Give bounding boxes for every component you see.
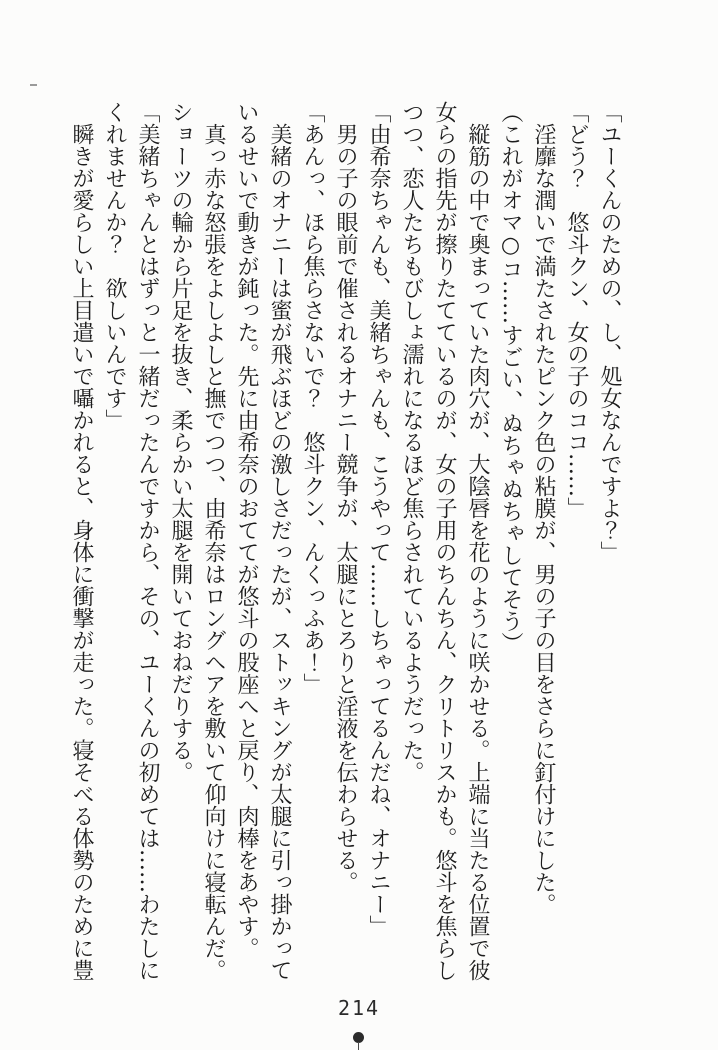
narration-paragraph: 縦筋の中で奥まっていた肉穴が、大陰唇を花のように咲かせる。上端に当たる位置で彼女らの指先が擦りたてているのが、女の子用のちんちん、クリトリスかも。悠斗を焦らしつつ、恋人たちもびしょ濡れになるほど焦らされているようだった。 [399,101,490,981]
narration-paragraph: 瞬きが愛らしい上目遣いで囁かれると、身体に衝撃が走った。寝そべる体勢のために豊 [69,123,94,981]
scan-edge-mark [30,84,37,86]
binding-line [358,1042,359,1050]
dialogue-paragraph: 「由希奈ちゃんも、美緒ちゃんも、こうやって……しちゃってるんだね、オナニー」 [366,101,391,937]
narration-paragraph: 淫靡な潤いで満たされたピンク色の粘膜が、男の子の目をさらに釘付けにした。 [531,123,556,915]
narration-paragraph: 美緒のオナニーは蜜が飛ぶほどの激しさだったが、ストッキングが太腿に引っ掛かっているせいで動きが鈍った。先に由希奈のおててが悠斗の股座へと戻り、肉棒をあやす。 [234,101,292,981]
binding-dot-icon [353,1032,364,1043]
narration-paragraph: 男の子の眼前で催されるオナニー競争が、太腿にとろりと淫液を伝わらせる。 [333,123,358,893]
dialogue-paragraph: 「あんっ、ほら焦らさないで？ 悠斗クン、んくっふあ！」 [300,101,325,695]
page-footer [0,988,718,1050]
dialogue-paragraph: 「ユーくんのための、し、処女なんですよ？」 [597,101,622,563]
dialogue-paragraph: 「美緒ちゃんとはずっと一緒だったんですから、その、ユーくんの初めては……わたしにくれませんか？ 欲しいんです」 [102,101,160,981]
narration-paragraph: 真っ赤な怒張をよしよしと撫でつつ、由希奈はロングヘアを敷いて仰向けに寝転んだ。ショーツの輪から片足を抜き、柔らかい太腿を開いておねだりする。 [168,101,226,981]
novel-page-text [64,101,626,985]
page-number: 214 [337,996,381,1020]
dialogue-paragraph: 「どう？ 悠斗クン、女の子のココ……」 [564,101,589,519]
thought-paragraph: （これがオマ○コ……すごい、ぬちゃぬちゃしてそう） [498,101,523,654]
